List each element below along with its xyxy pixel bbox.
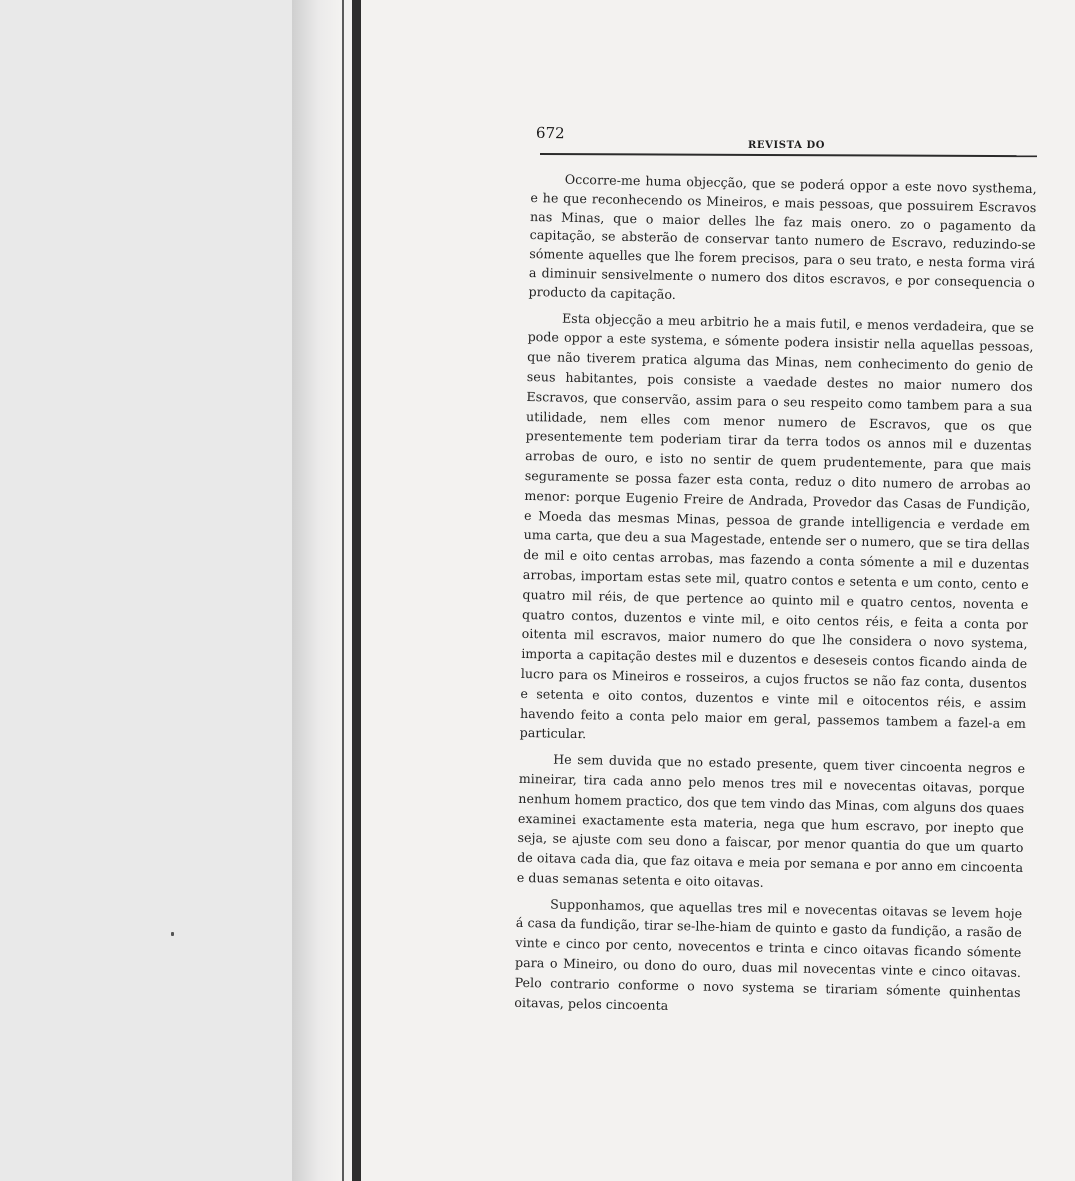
paragraph: Esta objecção a meu arbitrio he a mais futil, e menos verdadeira, que se pode oppor a este systema, e sómente podera insistir nella aquellas pessoas, que não tiverem pratica alguma das Minas, nem conhecimento do genio de seus habitantes, pois consiste a vaedade destes no maior numero dos Escravos, que conservão, assim para o seu respeito como tambem para a sua utilidade, nem elles com menor numero de Escravos, que os que presentemente tem poderiam tirar da terra todos os annos mil e duzentas arrobas de ouro, e isto no sentir de quem prudentemente, para que mais seguramente se possa fazer esta conta, reduz o dito numero de arrobas ao menor: porque Eugenio Freire de Andrada, Provedor das Casas de Fundição, e Moeda das mesmas Minas, pessoa de grande intelligencia e verdade em uma carta, que deu a sua Magestade, entende ser o numero, que se tira dellas de mil e oito centas arrobas, mas fazendo a conta sómente a mil e duzentas arrobas, importam estas sete mil, quatro contos e setenta e um conto, cento e quatro mil réis, de que pertence ao quinto mil e quatro centos, noventa e quatro contos, duzentos e vinte mil, e oito centos réis, e feita a conta por oitenta mil escravos, maior numero do que lhe considera o novo systema, importa a capitação destes mil e duzentos e deseseis contos ficando ainda de lucro para os Mineiros e rosseiros, a cujos fructos se não faz conta, dusentos e setenta e oito contos, duzentos e vinte mil e oitocentos réis, e assim havendo feito a conta pelo maior em geral, passemos tambem a fazel-a em particular. [519,310,1035,742]
body-text [514,170,1037,1028]
page-gutter-shadow [292,0,340,1181]
paragraph: He sem duvida que no estado presente, quem tiver cincoenta negros e mineirar, tira cada anno pelo menos tres mil e novecentas oitavas, porque nenhum homem practico, dos que tem vindo das Minas, com alguns dos quaes examinei exactamente esta materia, nega que hum escravo, por inepto que seja, se ajuste com seu dono a faiscar, por menor quantia do que um quarto de oitava cada dia, que faz oitava e meia por semana e por anno em cincoenta e duas semanas setenta e oito oitavas. [516,751,1026,890]
paragraph: Supponhamos, que aquellas tres mil e novecentas oitavas se levem hoje á casa da fundição, tirar se-lhe-hiam de quinto e gasto da fundição, a rasão de vinte e cinco por cento, novecentos e trinta e cinco oitavas ficando sómente para o Mineiro, ou dono do ouro, duas mil novecentas vinte e cinco oitavas. Pelo contrario conforme o novo systema se tirariam sómente quinhentas oitavas, pelos cincoenta [514,896,1023,1013]
binding-edge-thin [342,0,344,1181]
binding-edge [352,0,361,1181]
page-header [536,118,1036,158]
running-head: REVISTA DO [748,140,826,151]
paragraph: Occorre-me huma objecção, que se poderá oppor a este novo systhema, e he que reconhecendo os Mineiros, e mais pessoas, que possuirem Escravos nas Minas, que o maior delles lhe faz mais onero. zo o pagamento da capitação, se absterão de conservar tanto numero de Escravo, reduzindo-se sómente aquelles que lhe forem precisos, para o seu trato, e nesta forma virá a diminuir sensivelmente o numero dos ditos escravos, e por consequencia o producto da capitação. [528,171,1037,302]
blank-facing-page [0,0,292,1181]
page-number: 672 [535,123,565,143]
scan-speck [171,932,174,936]
